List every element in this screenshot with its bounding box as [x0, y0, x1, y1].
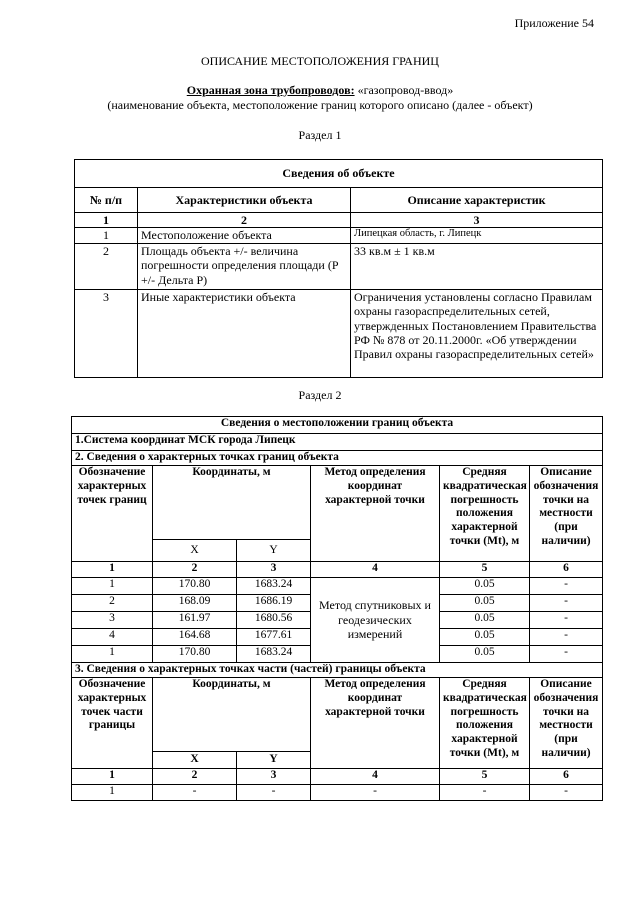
header-point-description: Описание обозначения точки на местности (при наличии) [530, 466, 603, 562]
table-title: Сведения о местоположении границ объекта [72, 417, 603, 434]
col-num-6: 6 [530, 562, 603, 578]
point-description: - [530, 578, 603, 595]
table-title: Сведения об объекте [75, 160, 603, 188]
object-info-table [74, 159, 603, 378]
header-characteristics: Характеристики объекта [138, 188, 351, 213]
points-subtitle: 2. Сведения о характерных точках границ объекта [72, 451, 603, 466]
row-description: 33 кв.м ± 1 кв.м [351, 243, 603, 289]
part-point-method: - [311, 785, 440, 801]
boundary-location-table [71, 416, 603, 801]
header-method: Метод определения координат характерной точки [311, 466, 440, 562]
header-method: Метод определения координат характерной точки [311, 678, 440, 769]
header-error: Средняя квадратическая погрешность положения характерной точки (Mt), м [440, 678, 530, 769]
point-error: 0.05 [440, 646, 530, 663]
point-description: - [530, 595, 603, 612]
col-num-3: 3 [237, 562, 311, 578]
col-num-3: 3 [237, 769, 311, 785]
col-num-5: 5 [440, 769, 530, 785]
appendix-label: Приложение 54 [514, 16, 594, 30]
document-title: ОПИСАНИЕ МЕСТОПОЛОЖЕНИЯ ГРАНИЦ [201, 54, 439, 68]
header-coords: Координаты, м [153, 466, 311, 540]
col-num-1: 1 [75, 213, 138, 228]
row-num: 2 [75, 243, 138, 289]
row-description: Липецкая область, г. Липецк [351, 228, 603, 243]
point-x: 168.09 [153, 595, 237, 612]
col-num-2: 2 [138, 213, 351, 228]
row-num: 3 [75, 289, 138, 377]
point-method: Метод спутниковых и геодезических измерений [311, 578, 440, 663]
table-row [75, 289, 603, 377]
row-characteristic: Иные характеристики объекта [138, 289, 351, 377]
zone-label: Охранная зона трубопроводов: [186, 83, 355, 97]
point-num: 4 [72, 629, 153, 646]
section1-title: Раздел 1 [298, 128, 342, 142]
col-num-4: 4 [311, 769, 440, 785]
col-num-1: 1 [72, 769, 153, 785]
part-point-y: - [237, 785, 311, 801]
part-point-error: - [440, 785, 530, 801]
point-y: 1683.24 [237, 646, 311, 663]
point-error: 0.05 [440, 595, 530, 612]
point-description: - [530, 612, 603, 629]
col-num-2: 2 [153, 562, 237, 578]
header-y: Y [237, 540, 311, 562]
part-points-subtitle: 3. Сведения о характерных точках части (частей) границы объекта [72, 663, 603, 678]
point-y: 1680.56 [237, 612, 311, 629]
point-error: 0.05 [440, 629, 530, 646]
col-num-6: 6 [530, 769, 603, 785]
point-num: 3 [72, 612, 153, 629]
point-description: - [530, 646, 603, 663]
col-num-3: 3 [351, 213, 603, 228]
point-error: 0.05 [440, 578, 530, 595]
col-num-1: 1 [72, 562, 153, 578]
point-num: 2 [72, 595, 153, 612]
table-row [72, 785, 603, 801]
point-x: 170.80 [153, 646, 237, 663]
row-num: 1 [75, 228, 138, 243]
col-num-5: 5 [440, 562, 530, 578]
zone-line [0, 83, 640, 98]
point-x: 170.80 [153, 578, 237, 595]
row-characteristic: Местоположение объекта [138, 228, 351, 243]
header-point: Обозначение характерных точек границ [72, 466, 153, 562]
header-x: X [153, 752, 237, 769]
coordinate-system: 1.Система координат МСК города Липецк [72, 434, 603, 451]
table-row [75, 228, 603, 243]
col-num-2: 2 [153, 769, 237, 785]
table-row [75, 243, 603, 289]
point-x: 161.97 [153, 612, 237, 629]
point-x: 164.68 [153, 629, 237, 646]
point-error: 0.05 [440, 612, 530, 629]
part-point-description: - [530, 785, 603, 801]
col-num-4: 4 [311, 562, 440, 578]
header-point-description: Описание обозначения точки на местности (при наличии) [530, 678, 603, 769]
zone-value: «газопровод-ввод» [357, 83, 454, 97]
point-num: 1 [72, 578, 153, 595]
header-num: № п/п [75, 188, 138, 213]
point-description: - [530, 629, 603, 646]
zone-note: (наименование объекта, местоположение границ которого описано (далее - объект) [107, 98, 533, 112]
row-description: Ограничения установлены согласно Правилам охраны газораспределительных сетей, утвержденных Постановлением Правительства РФ № 878 от 20.11.2000г. «Об утверждении Правил охраны газораспределительных сетей» [351, 289, 603, 377]
header-y: Y [237, 752, 311, 769]
point-y: 1683.24 [237, 578, 311, 595]
point-y: 1677.61 [237, 629, 311, 646]
header-error: Средняя квадратическая погрешность положения характерной точки (Mt), м [440, 466, 530, 562]
section2-title: Раздел 2 [298, 388, 342, 402]
header-x: X [153, 540, 237, 562]
row-characteristic: Площадь объекта +/- величина погрешности определения площади (Р +/- Дельта Р) [138, 243, 351, 289]
header-coords: Координаты, м [153, 678, 311, 752]
table-row [72, 578, 603, 595]
point-y: 1686.19 [237, 595, 311, 612]
part-point-num: 1 [72, 785, 153, 801]
header-point-part: Обозначение характерных точек части границы [72, 678, 153, 769]
part-point-x: - [153, 785, 237, 801]
point-num: 1 [72, 646, 153, 663]
header-description: Описание характеристик [351, 188, 603, 213]
